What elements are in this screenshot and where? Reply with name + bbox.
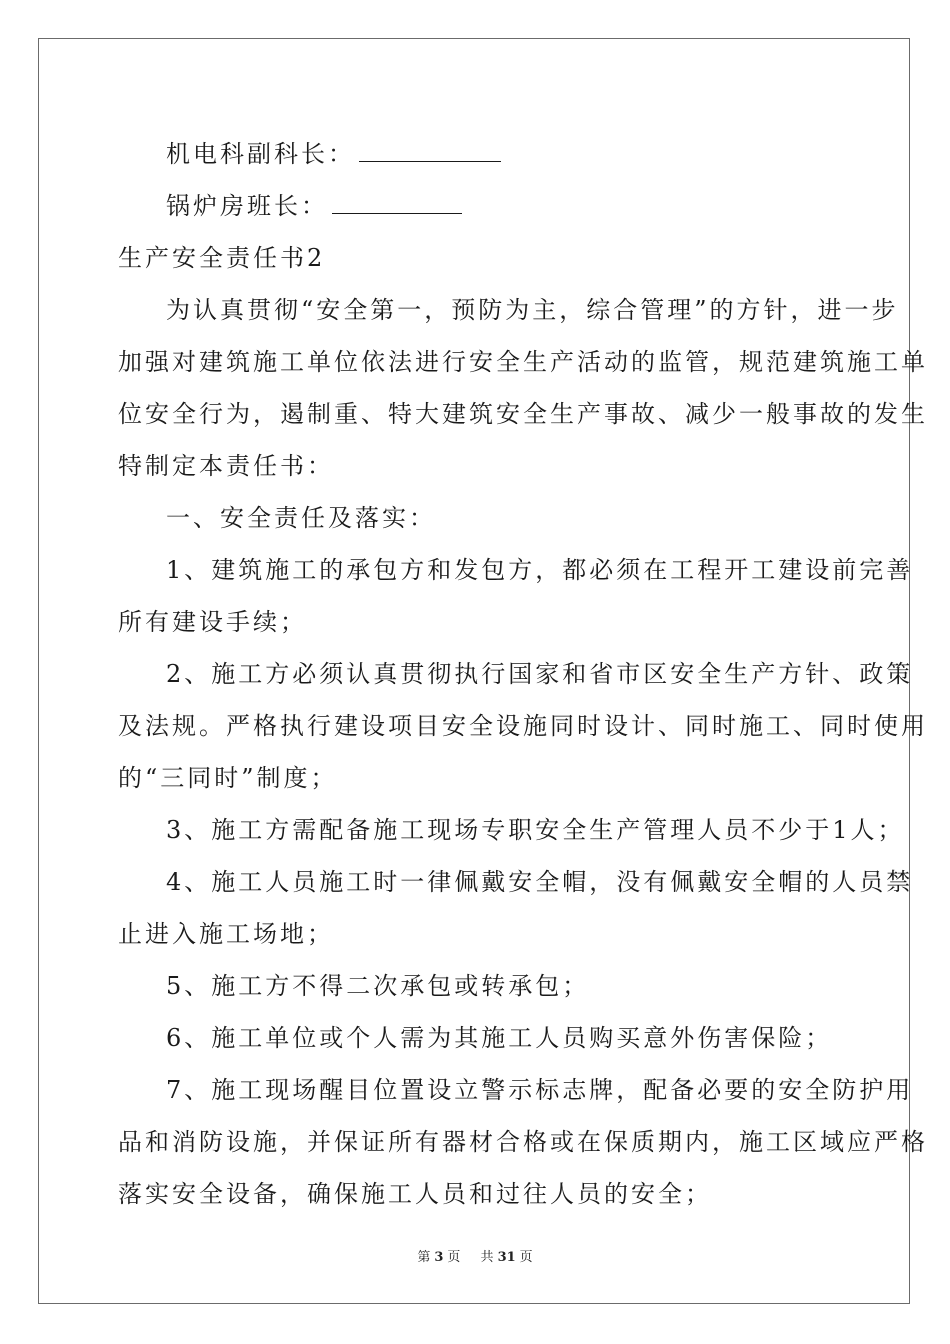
document-heading: 生产安全责任书2 [118, 244, 326, 272]
paragraph-line: 的“三同时”制度； [118, 764, 338, 792]
signature-line-deputy-chief [118, 128, 838, 180]
signature-blank [332, 185, 462, 214]
paragraph-line: 4、施工人员施工时一律佩戴安全帽，没有佩戴安全帽的人员禁 [166, 868, 914, 896]
paragraph-line: 及法规。严格执行建设项目安全设施同时设计、同时施工、同时使用 [118, 712, 928, 740]
page-number: 第 3 页 [417, 1250, 461, 1265]
paragraph-line: 止进入施工场地； [118, 920, 334, 948]
signature-label: 机电科副科长： [166, 140, 355, 168]
paragraph-line: 为认真贯彻“安全第一，预防为主，综合管理”的方针，进一步 [166, 296, 899, 324]
paragraph-line: 品和消防设施，并保证所有器材合格或在保质期内，施工区域应严格 [118, 1128, 928, 1156]
signature-line-boiler-leader [118, 180, 838, 232]
document-body [118, 128, 928, 1220]
paragraph-line: 加强对建筑施工单位依法进行安全生产活动的监管，规范建筑施工单 [118, 348, 928, 376]
paragraph-line: 6、施工单位或个人需为其施工人员购买意外伤害保险； [166, 1024, 833, 1052]
paragraph-line: 所有建设手续； [118, 608, 307, 636]
signature-label: 锅炉房班长： [166, 192, 328, 220]
paragraph-line: 5、施工方不得二次承包或转承包； [166, 972, 590, 1000]
paragraph-line: 2、施工方必须认真贯彻执行国家和省市区安全生产方针、政策 [166, 660, 914, 688]
paragraph-line: 位安全行为，遏制重、特大建筑安全生产事故、减少一般事故的发生 [118, 400, 928, 428]
paragraph-line: 特制定本责任书： [118, 452, 334, 480]
signature-blank [359, 133, 501, 162]
page-total: 共 31 页 [480, 1250, 533, 1265]
paragraph-line: 1、建筑施工的承包方和发包方，都必须在工程开工建设前完善 [166, 556, 914, 584]
paragraph-line: 3、施工方需配备施工现场专职安全生产管理人员不少于1人； [166, 816, 905, 844]
section-heading: 一、安全责任及落实： [166, 504, 436, 532]
paragraph-line: 落实安全设备，确保施工人员和过往人员的安全； [118, 1180, 712, 1208]
page-footer [0, 1246, 950, 1265]
paragraph-line: 7、施工现场醒目位置设立警示标志牌，配备必要的安全防护用 [166, 1076, 914, 1104]
